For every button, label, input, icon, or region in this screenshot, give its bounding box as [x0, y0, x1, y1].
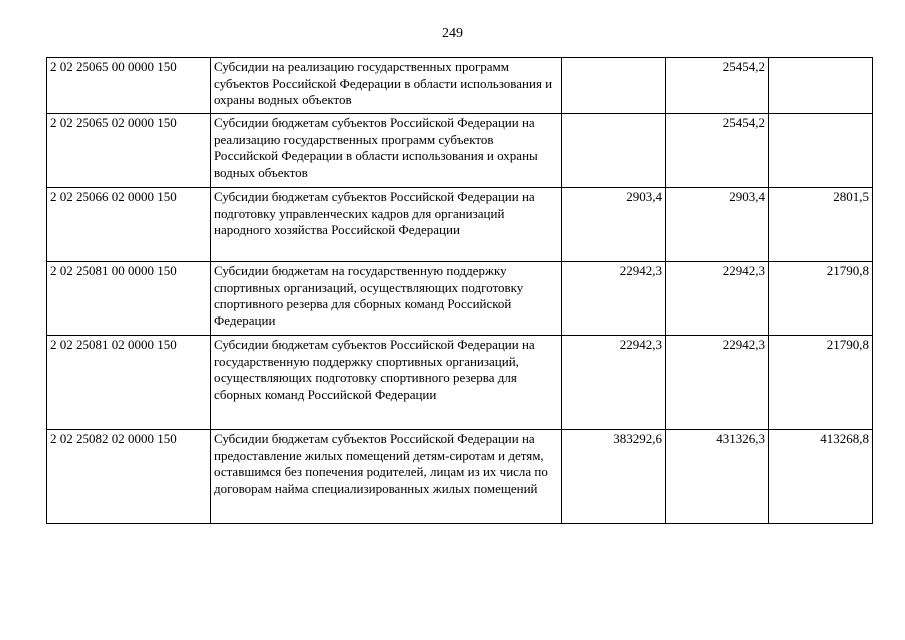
- amount-col-2: 431326,3: [666, 430, 769, 524]
- amount-col-3: 21790,8: [769, 336, 873, 430]
- amount-col-1: 22942,3: [562, 336, 666, 430]
- amount-col-1: 2903,4: [562, 188, 666, 262]
- amount-col-2: 22942,3: [666, 336, 769, 430]
- amount-col-2: 25454,2: [666, 114, 769, 188]
- amount-col-3: 21790,8: [769, 262, 873, 336]
- revenue-name: Субсидии бюджетам субъектов Российской Федерации на реализацию государственных программ субъектов Российской Федерации в области использования и охраны водных объектов: [211, 114, 562, 188]
- table-row: [47, 114, 873, 188]
- amount-col-1: [562, 58, 666, 114]
- amount-col-2: 2903,4: [666, 188, 769, 262]
- amount-col-2: 22942,3: [666, 262, 769, 336]
- budget-code: 2 02 25065 00 0000 150: [47, 58, 211, 114]
- table-row: [47, 188, 873, 262]
- budget-code: 2 02 25066 02 0000 150: [47, 188, 211, 262]
- revenue-name: Субсидии бюджетам на государственную поддержку спортивных организаций, осуществляющих подготовку спортивного резерва для сборных команд Российской Федерации: [211, 262, 562, 336]
- revenue-name: Субсидии бюджетам субъектов Российской Федерации на предоставление жилых помещений детям-сиротам и детям, оставшимся без попечения родителей, лицам из их числа по договорам найма специализированных жилых помещений: [211, 430, 562, 524]
- budget-code: 2 02 25082 02 0000 150: [47, 430, 211, 524]
- amount-col-2: 25454,2: [666, 58, 769, 114]
- revenue-name: Субсидии на реализацию государственных программ субъектов Российской Федерации в области использования и охраны водных объектов: [211, 58, 562, 114]
- budget-revenue-table: [46, 57, 873, 524]
- budget-code: 2 02 25065 02 0000 150: [47, 114, 211, 188]
- table-row: [47, 58, 873, 114]
- amount-col-3: [769, 114, 873, 188]
- revenue-name: Субсидии бюджетам субъектов Российской Федерации на государственную поддержку спортивных организаций, осуществляющих подготовку спортивного резерва для сборных команд Российской Федерации: [211, 336, 562, 430]
- revenue-name: Субсидии бюджетам субъектов Российской Федерации на подготовку управленческих кадров для организаций народного хозяйства Российской Федерации: [211, 188, 562, 262]
- budget-code: 2 02 25081 00 0000 150: [47, 262, 211, 336]
- page-number: 249: [442, 26, 463, 41]
- amount-col-1: [562, 114, 666, 188]
- budget-code: 2 02 25081 02 0000 150: [47, 336, 211, 430]
- table-row: [47, 430, 873, 524]
- amount-col-1: 383292,6: [562, 430, 666, 524]
- table-row: [47, 336, 873, 430]
- amount-col-3: [769, 58, 873, 114]
- table-row: [47, 262, 873, 336]
- amount-col-3: 413268,8: [769, 430, 873, 524]
- amount-col-1: 22942,3: [562, 262, 666, 336]
- amount-col-3: 2801,5: [769, 188, 873, 262]
